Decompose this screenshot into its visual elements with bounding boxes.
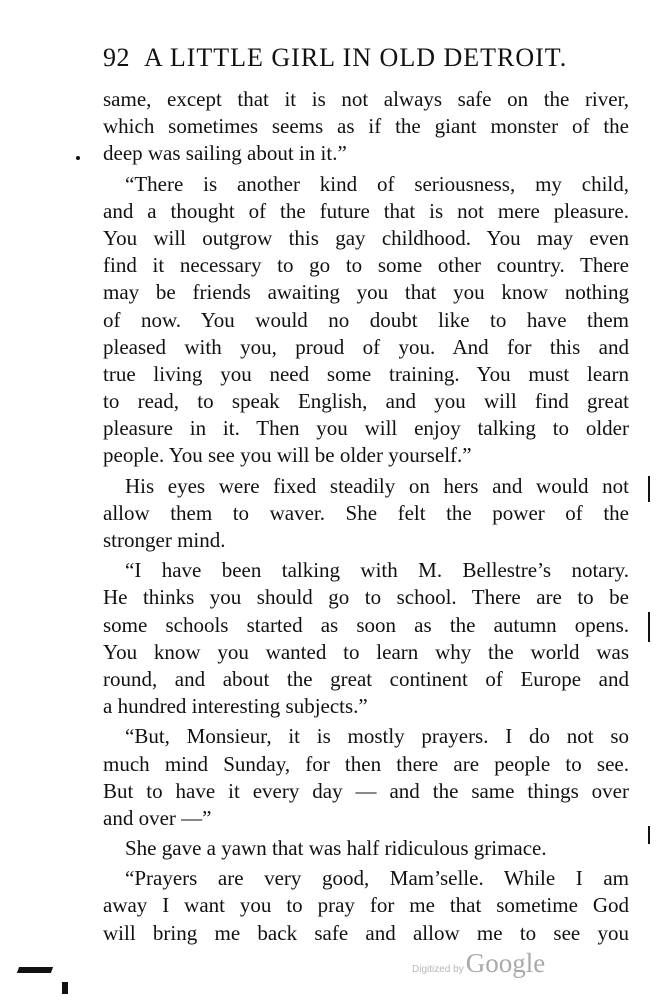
text-line: He thinks you should go to school. There are to be [103,585,629,610]
text-line: may be friends awaiting you that you know nothing [103,280,629,305]
text-line: of now. You would no doubt like to have them [103,307,629,332]
text-line: “There is another kind of seriousness, my child, [125,171,629,196]
paragraph [103,86,629,168]
text-line: and over —” [103,805,212,830]
text-line: a hundred interesting subjects.” [103,694,368,719]
text-line: allow them to waver. She felt the power of the [103,500,629,525]
text-line: will bring me back safe and allow me to see you [103,920,629,945]
text-line: You know you wanted to learn why the world was [103,639,629,664]
text-line: pleasure in it. Then you will enjoy talking to older [103,416,629,441]
text-line: much mind Sunday, for then there are people to see. [103,751,629,776]
paragraph [103,835,629,862]
text-line: people. You see you will be older yourself.” [103,443,472,468]
running-header [103,38,633,78]
text-line: which sometimes seems as if the giant monster of the [103,114,629,139]
scan-dash [17,967,53,973]
text-line: away I want you to pray for me that sometime God [103,893,629,918]
scan-speck [76,156,80,160]
watermark-prefix: Digitized by [412,964,464,975]
text-line: You will outgrow this gay childhood. You may even [103,225,629,250]
text-line: “I have been talking with M. Bellestre’s notary. [125,558,629,583]
text-line: some schools started as soon as the autumn opens. [103,612,629,637]
body-text [103,86,629,947]
margin-rule [648,612,650,642]
text-line: same, except that it is not always safe on the river, [103,87,629,111]
text-line: true living you need some training. You must learn [103,361,629,386]
text-line: “But, Monsieur, it is mostly prayers. I do not so [125,724,629,749]
text-line: find it necessary to go to some other country. There [103,253,629,278]
text-line: pleased with you, proud of you. And for this and [103,334,629,359]
text-line: round, and about the great continent of Europe and [103,666,629,691]
text-line: and a thought of the future that is not mere pleasure. [103,198,629,223]
text-line: stronger mind. [103,528,226,552]
text-line: to read, to speak English, and you will find great [103,389,629,414]
text-line: “Prayers are very good, Mam’selle. While I am [125,866,629,891]
text-line: His eyes were fixed steadily on hers and would not [125,473,629,498]
paragraph [103,171,629,470]
page-number: 92 [103,43,130,72]
text-line: But to have it every day — and the same things over [103,778,629,803]
margin-rule [648,476,650,502]
google-watermark [412,948,545,979]
paragraph [103,865,629,947]
paragraph [103,557,629,720]
paragraph [103,473,629,555]
scan-corner [62,982,68,994]
margin-rule [648,826,650,844]
text-line: She gave a yawn that was half ridiculous grimace. [125,836,547,861]
paragraph [103,723,629,832]
text-line: deep was sailing about in it.” [103,141,347,166]
google-logo: Google [465,948,546,978]
running-title: A LITTLE GIRL IN OLD DETROIT. [144,43,568,72]
